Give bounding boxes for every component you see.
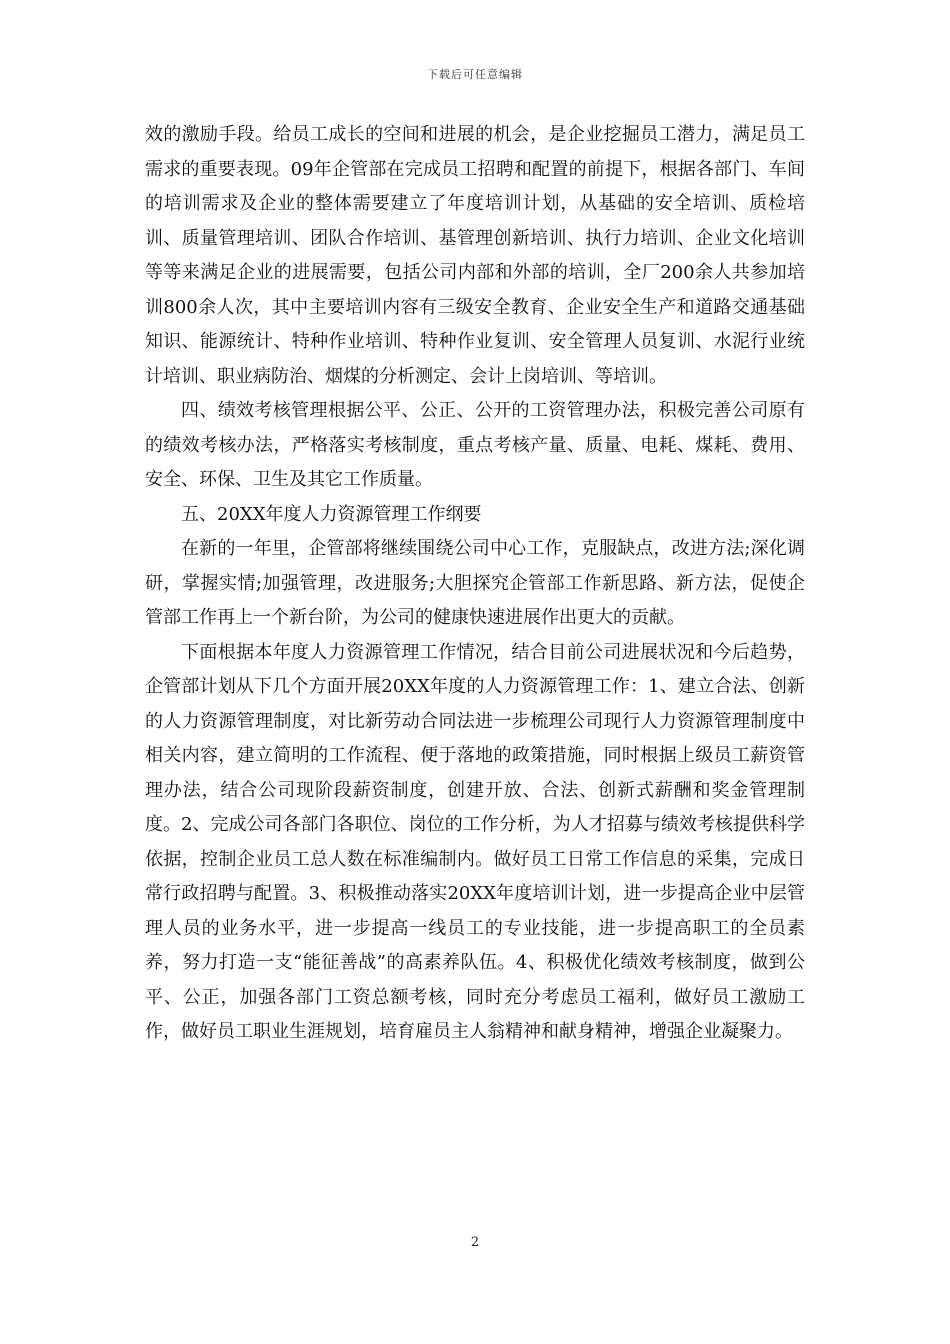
section-heading-outline: 五、20XX年度人力资源管理工作纲要: [181, 503, 482, 525]
paragraph-training: 效的激励手段。给员工成长的空间和进展的机会，是企业挖掘员工潜力，满足员工需求的重要表现。09年企管部在完成员工招聘和配置的前提下，根据各部门、车间的培训需求及企业的整体需要建立了年度培训计划，从基础的安全培训、质检培训、质量管理培训、团队合作培训、基管理创新培训、执行力培训、企业文化培训等等来满足企业的进展需要，包括公司内部和外部的培训，全厂200余人共参加培训800余人次，其中主要培训内容有三级安全教育、企业安全生产和道路交通基础知识、能源统计、特种作业培训、特种作业复训、安全管理人员复训、水泥行业统计培训、职业病防治、烟煤的分析测定、会计上岗培训、等培训。: [145, 124, 805, 387]
paragraph-performance: 四、绩效考核管理根据公平、公正、公开的工资管理办法，积极完善公司原有的绩效考核办法，严格落实考核制度，重点考核产量、质量、电耗、煤耗、费用、安全、环保、卫生及其它工作质量。: [145, 400, 805, 490]
paragraph-new-year: 在新的一年里，企管部将继续围绕公司中心工作，克服缺点，改进方法;深化调研，掌握实情;加强管理，改进服务;大胆探究企管部工作新思路、新方法，促使企管部工作再上一个新台阶，为公司的健康快速进展作出更大的贡献。: [145, 538, 805, 628]
paragraph-plan: 下面根据本年度人力资源管理工作情况，结合目前公司进展状况和今后趋势，企管部计划从下几个方面开展20XX年度的人力资源管理工作：1、建立合法、创新的人力资源管理制度，对比新劳动合同法进一步梳理公司现行人力资源管理制度中相关内容，建立简明的工作流程、便于落地的政策措施，同时根据上级员工薪资管理办法，结合公司现阶段薪资制度，创建开放、合法、创新式薪酬和奖金管理制度。2、完成公司各部门各职位、岗位的工作分析，为人才招募与绩效考核提供科学依据，控制企业员工总人数在标准编制内。做好员工日常工作信息的采集，完成日常行政招聘与配置。3、积极推动落实20XX年度培训计划，进一步提高企业中层管理人员的业务水平，进一步提高一线员工的专业技能，进一步提高职工的全员素养，努力打造一支“能征善战”的高素养队伍。4、积极优化绩效考核制度，做到公平、公正，加强各部门工资总额考核，同时充分考虑员工福利，做好员工激励工作，做好员工职业生涯规划，培育雇员主人翁精神和献身精神，增强企业凝聚力。: [145, 641, 805, 1042]
page-number: 2: [470, 1235, 480, 1250]
document-body: [145, 118, 805, 1050]
page-header-note: 下载后可任意编辑: [427, 68, 523, 81]
